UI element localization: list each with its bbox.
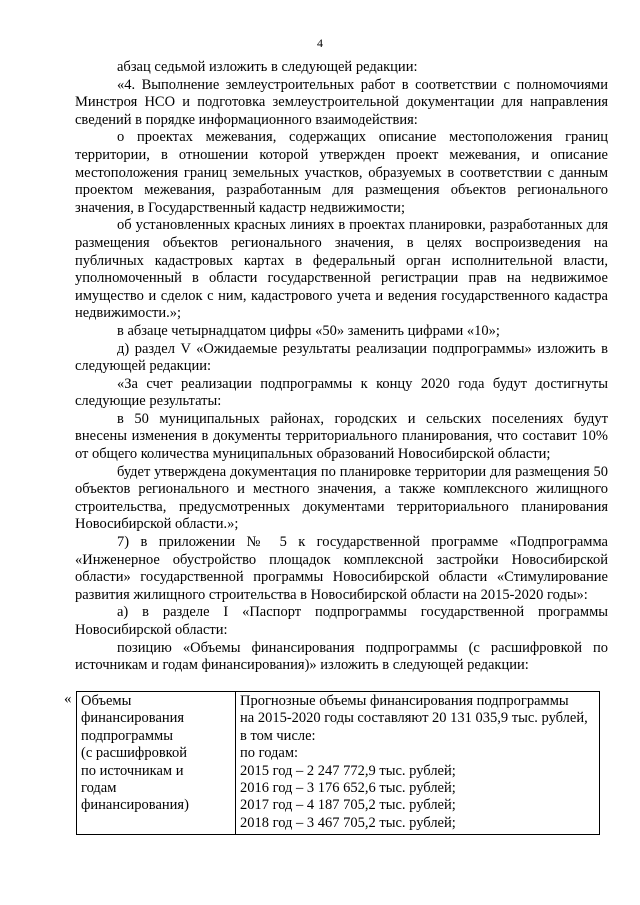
table-cell-line: (с расшифровкой <box>81 745 187 762</box>
table-cell-line: на 2015-2020 годы составляют 20 131 035,9 тыс. рублей, <box>240 710 588 727</box>
paragraph: «За счет реализации подпрограммы к концу 2020 года будут достигнуты следующие результаты: <box>75 375 608 410</box>
paragraph: «4. Выполнение землеустроительных работ в соответствии с полномочиями Минстроя НСО и подготовка землеустроительной документации для направления сведений в порядке информационного взаимодействия: <box>75 76 608 128</box>
table-cell-line: подпрограммы <box>81 727 173 744</box>
table-cell-line: финансирования <box>81 710 185 727</box>
paragraph: о проектах межевания, содержащих описание местоположения границ территории, в отношении которой утвержден проект межевания, и описание местоположения границ земельных участков, образуемых в соответствии с данным проектом межевания, разработанным для размещения объектов регионального значения, в Государственный кадастр недвижимости; <box>75 129 608 216</box>
table-cell-line: 2015 год – 2 247 772,9 тыс. рублей; <box>240 762 456 779</box>
table-cell-line: 2017 год – 4 187 705,2 тыс. рублей; <box>240 797 456 814</box>
table-cell-label <box>77 692 236 835</box>
table-row <box>77 692 600 835</box>
paragraph: а) в разделе I «Паспорт подпрограммы государственной программы Новосибирской области: <box>75 604 608 638</box>
table-cell-line: 2016 год – 3 176 652,6 тыс. рублей; <box>240 780 456 797</box>
table-cell-line: финансирования) <box>81 797 189 814</box>
paragraph: в 50 муниципальных районах, городских и сельских поселениях будут внесены изменения в документы территориального планирования, что составит 10% от общего количества муниципальных образований Новосибирской области; <box>75 410 608 463</box>
financing-table <box>76 691 600 835</box>
table-cell-line: по источникам и <box>81 762 184 779</box>
paragraph: в абзаце четырнадцатом цифры «50» заменить цифрами «10»; <box>117 322 500 339</box>
paragraph: будет утверждена документация по планировке территории для размещения 50 объектов регионального и местного значения, а также комплексного жилищного строительства, предусмотренных документами территориального планирования Новосибирской области.»; <box>75 463 608 533</box>
table-cell-line: по годам: <box>240 745 299 762</box>
paragraph: абзац седьмой изложить в следующей редакции: <box>117 59 418 75</box>
document-body <box>75 59 608 675</box>
opening-quote-mark: « <box>64 691 72 707</box>
table-cell-line: 2018 год – 3 467 705,2 тыс. рублей; <box>240 814 456 831</box>
table-cell-line: годам <box>81 780 117 797</box>
paragraph: позицию «Объемы финансирования подпрограммы (с расшифровкой по источникам и годам финансирования)» изложить в следующей редакции: <box>75 639 608 674</box>
table-cell-value <box>236 692 600 835</box>
paragraph: об установленных красных линиях в проектах планировки, разработанных для размещения объектов регионального значения, в целях воспроизведения на публичных кадастровых картах в федеральный орган исполнительной власти, уполномоченный в области государственной регистрации прав на недвижимое имущество и сделок с ним, кадастрового учета и ведения государственного кадастра недвижимости.»; <box>75 217 608 322</box>
paragraph: д) раздел V «Ожидаемые результаты реализации подпрограммы» изложить в следующей редакции: <box>75 340 608 375</box>
table-cell-line: Прогнозные объемы финансирования подпрограммы <box>240 693 569 709</box>
paragraph: 7) в приложении № 5 к государственной программе «Подпрограмма «Инженерное обустройство площадок комплексной застройки Новосибирской области» государственной программы Новосибирской области «Стимулирование развития жилищного строительства в Новосибирской области на 2015-2020 годы»: <box>75 534 608 603</box>
table-cell-line: в том числе: <box>240 727 316 744</box>
page-number: 4 <box>317 36 323 50</box>
table-cell-line: Объемы <box>81 693 132 709</box>
